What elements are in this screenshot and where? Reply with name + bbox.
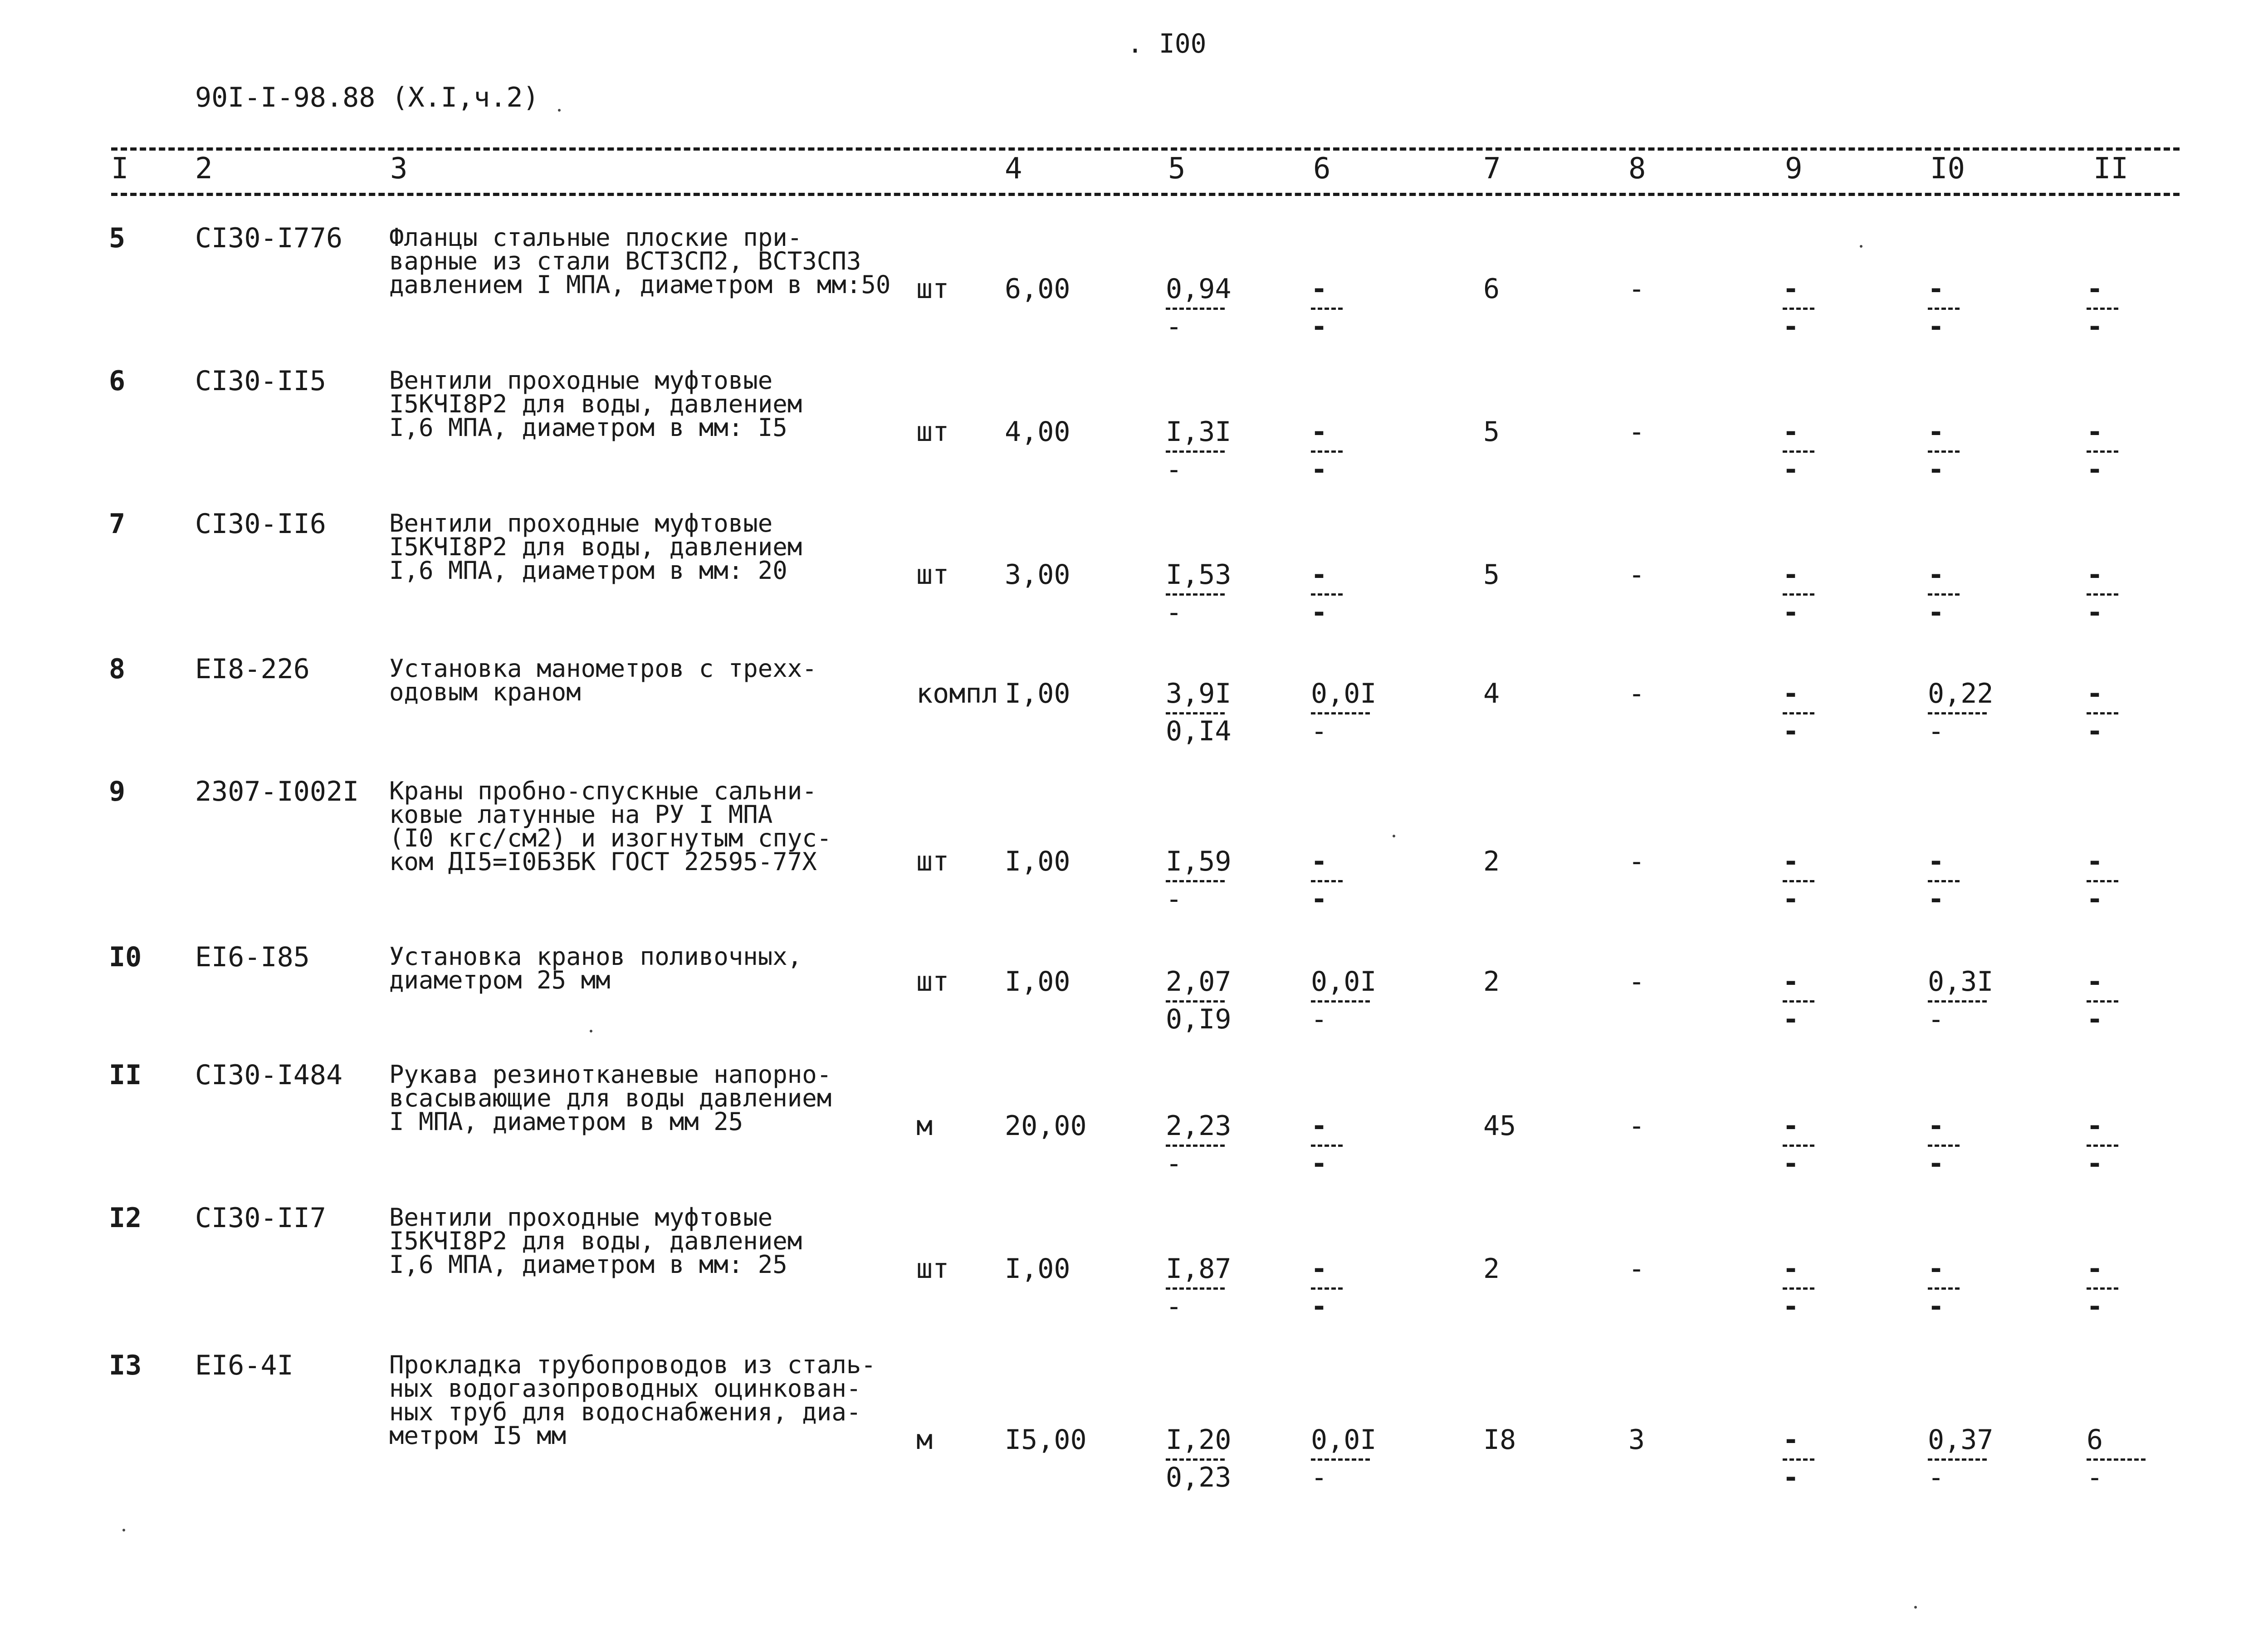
col-11-value-numerator: - bbox=[2087, 678, 2103, 709]
col-11-value bbox=[2087, 416, 2159, 484]
item-description: Установка кранов поливочных, диаметром 25 мм bbox=[389, 942, 802, 994]
column-header-6: 6 bbox=[1313, 152, 1331, 186]
col-5-value-fraction-bar bbox=[1166, 1000, 1225, 1003]
col-11-value bbox=[2087, 1424, 2159, 1492]
col-9-value-numerator: - bbox=[1783, 273, 1799, 305]
col-7-value: 5 bbox=[1483, 559, 1500, 591]
col-9-value-fraction-bar bbox=[1783, 712, 1814, 714]
document-code: 90I-I-98.88 (X.I,ч.2) bbox=[195, 82, 539, 113]
col-11-value-denominator: - bbox=[2087, 1291, 2103, 1322]
col-11-value-fraction-bar bbox=[2087, 1145, 2118, 1147]
col-9-value bbox=[1783, 1424, 1855, 1492]
col-11-value-fraction-bar bbox=[2087, 880, 2118, 882]
col-6-value bbox=[1311, 678, 1383, 746]
col-6-value-fraction-bar bbox=[1311, 712, 1370, 714]
col-7-value: 2 bbox=[1483, 846, 1500, 877]
col-5-value bbox=[1166, 846, 1238, 914]
col-9-value-numerator: - bbox=[1783, 678, 1799, 709]
quantity: 3,00 bbox=[1005, 559, 1070, 591]
col-9-value-denominator: - bbox=[1783, 1148, 1799, 1179]
unit: шт bbox=[916, 416, 949, 448]
col-9-value-fraction-bar bbox=[1783, 308, 1814, 310]
col-6-value-fraction-bar bbox=[1311, 308, 1343, 310]
col-5-value-numerator: 3,9I bbox=[1166, 678, 1232, 709]
unit: шт bbox=[916, 273, 949, 305]
col-11-value-denominator: - bbox=[2087, 1148, 2103, 1179]
col-10-value bbox=[1928, 1110, 2000, 1179]
col-5-value-fraction-bar bbox=[1166, 593, 1225, 596]
col-7-value: 2 bbox=[1483, 1253, 1500, 1285]
row-number: 9 bbox=[109, 776, 126, 807]
col-8-value: - bbox=[1628, 846, 1645, 877]
col-6-value-denominator: - bbox=[1311, 715, 1328, 747]
col-6-value-numerator: 0,0I bbox=[1311, 678, 1377, 709]
column-header-11: II bbox=[2093, 152, 2129, 186]
col-9-value bbox=[1783, 1110, 1855, 1179]
col-11-value-fraction-bar bbox=[2087, 308, 2118, 310]
col-11-value-denominator: - bbox=[2087, 597, 2103, 628]
item-description: Краны пробно-спускные сальни- ковые латунные на РУ I МПА (I0 кгс/см2) и изогнутым спус- ком ДI5=I0Б3БК ГОСТ 22595-77Х bbox=[389, 777, 832, 876]
col-11-value bbox=[2087, 273, 2159, 342]
resource-code: CI30-I776 bbox=[195, 222, 343, 254]
col-5-value-numerator: I,87 bbox=[1166, 1253, 1232, 1285]
col-5-value-fraction-bar bbox=[1166, 880, 1225, 882]
col-6-value-fraction-bar bbox=[1311, 880, 1343, 882]
col-7-value: 45 bbox=[1483, 1110, 1516, 1142]
item-description: Установка манометров с трехх- одовым краном bbox=[389, 654, 817, 706]
item-description: Вентили проходные муфтовые I5КЧI8Р2 для воды, давлением I,6 МПА, диаметром в мм: 20 bbox=[389, 509, 802, 585]
col-6-value bbox=[1311, 1253, 1383, 1321]
col-9-value-denominator: - bbox=[1783, 715, 1799, 747]
quantity: I5,00 bbox=[1005, 1424, 1087, 1456]
col-9-value-numerator: - bbox=[1783, 966, 1799, 998]
col-10-value-denominator: - bbox=[1928, 1148, 1945, 1179]
column-header-2: 2 bbox=[195, 152, 213, 186]
col-11-value bbox=[2087, 846, 2159, 914]
unit: шт bbox=[916, 846, 949, 877]
row-number: 7 bbox=[109, 508, 126, 540]
column-header-9: 9 bbox=[1785, 152, 1803, 186]
col-10-value-denominator: - bbox=[1928, 1003, 1945, 1035]
col-10-value-fraction-bar bbox=[1928, 1145, 1960, 1147]
col-6-value-fraction-bar bbox=[1311, 1000, 1370, 1003]
col-8-value: - bbox=[1628, 273, 1645, 305]
col-11-value-denominator: - bbox=[2087, 1462, 2103, 1493]
col-11-value-numerator: - bbox=[2087, 1110, 2103, 1142]
col-8-value: 3 bbox=[1628, 1424, 1645, 1456]
col-11-value bbox=[2087, 559, 2159, 627]
col-11-value-numerator: - bbox=[2087, 1253, 2103, 1285]
col-6-value-denominator: - bbox=[1311, 454, 1328, 485]
col-5-value-numerator: 2,23 bbox=[1166, 1110, 1232, 1142]
unit: м bbox=[916, 1424, 933, 1456]
col-5-value-denominator: - bbox=[1166, 311, 1183, 342]
col-11-value-numerator: - bbox=[2087, 966, 2103, 998]
col-7-value: 6 bbox=[1483, 273, 1500, 305]
col-9-value-denominator: - bbox=[1783, 1462, 1799, 1493]
col-6-value bbox=[1311, 1110, 1383, 1179]
col-5-value bbox=[1166, 1253, 1238, 1321]
col-10-value-numerator: - bbox=[1928, 846, 1945, 877]
col-9-value bbox=[1783, 273, 1855, 342]
row-number: 6 bbox=[109, 365, 126, 397]
col-5-value bbox=[1166, 416, 1238, 484]
col-6-value-denominator: - bbox=[1311, 311, 1328, 342]
col-9-value-numerator: - bbox=[1783, 1253, 1799, 1285]
col-5-value bbox=[1166, 1424, 1238, 1492]
col-8-value: - bbox=[1628, 1110, 1645, 1142]
col-5-value-denominator: 0,I9 bbox=[1166, 1003, 1232, 1035]
col-5-value-numerator: I,20 bbox=[1166, 1424, 1232, 1456]
col-7-value: 2 bbox=[1483, 966, 1500, 998]
col-9-value bbox=[1783, 1253, 1855, 1321]
quantity: I,00 bbox=[1005, 846, 1070, 877]
col-9-value-fraction-bar bbox=[1783, 1000, 1814, 1003]
col-5-value-fraction-bar bbox=[1166, 1145, 1225, 1147]
row-number: 5 bbox=[109, 222, 126, 254]
col-5-value bbox=[1166, 966, 1238, 1034]
col-11-value bbox=[2087, 1253, 2159, 1321]
col-9-value-fraction-bar bbox=[1783, 880, 1814, 882]
col-11-value bbox=[2087, 678, 2159, 746]
col-5-value bbox=[1166, 1110, 1238, 1179]
col-7-value: 4 bbox=[1483, 678, 1500, 709]
col-10-value bbox=[1928, 966, 2000, 1034]
col-11-value-fraction-bar bbox=[2087, 1000, 2118, 1003]
col-11-value-numerator: - bbox=[2087, 416, 2103, 448]
col-11-value-numerator: 6 bbox=[2087, 1424, 2103, 1456]
col-5-value-fraction-bar bbox=[1166, 450, 1225, 453]
col-6-value bbox=[1311, 1424, 1383, 1492]
resource-code: EI8-226 bbox=[195, 653, 310, 685]
col-5-value-denominator: - bbox=[1166, 454, 1183, 485]
col-6-value-denominator: - bbox=[1311, 883, 1328, 915]
col-10-value bbox=[1928, 1424, 2000, 1492]
col-11-value-fraction-bar bbox=[2087, 1458, 2146, 1461]
col-5-value-numerator: I,3I bbox=[1166, 416, 1232, 448]
col-5-value-denominator: - bbox=[1166, 1291, 1183, 1322]
col-7-value: I8 bbox=[1483, 1424, 1516, 1456]
col-10-value-numerator: - bbox=[1928, 1110, 1945, 1142]
col-6-value bbox=[1311, 559, 1383, 627]
col-9-value-numerator: - bbox=[1783, 846, 1799, 877]
row-number: I3 bbox=[109, 1350, 142, 1381]
col-6-value-fraction-bar bbox=[1311, 593, 1343, 596]
col-9-value-numerator: - bbox=[1783, 1424, 1799, 1456]
col-9-value-denominator: - bbox=[1783, 883, 1799, 915]
col-11-value-fraction-bar bbox=[2087, 450, 2118, 453]
col-6-value-numerator: 0,0I bbox=[1311, 1424, 1377, 1456]
col-6-value-numerator: 0,0I bbox=[1311, 966, 1377, 998]
row-number: I0 bbox=[109, 941, 142, 973]
col-9-value-numerator: - bbox=[1783, 416, 1799, 448]
row-number: I2 bbox=[109, 1202, 142, 1234]
col-10-value-numerator: 0,37 bbox=[1928, 1424, 1994, 1456]
col-7-value: 5 bbox=[1483, 416, 1500, 448]
unit: шт bbox=[916, 966, 949, 998]
col-8-value: - bbox=[1628, 559, 1645, 591]
item-description: Вентили проходные муфтовые I5КЧI8Р2 для воды, давлением I,6 МПА, диаметром в мм: 25 bbox=[389, 1203, 802, 1279]
unit: шт bbox=[916, 1253, 949, 1285]
col-6-value-numerator: - bbox=[1311, 416, 1328, 448]
col-9-value-fraction-bar bbox=[1783, 1287, 1814, 1290]
col-11-value-fraction-bar bbox=[2087, 712, 2118, 714]
col-6-value bbox=[1311, 416, 1383, 484]
col-9-value bbox=[1783, 966, 1855, 1034]
col-11-value-numerator: - bbox=[2087, 273, 2103, 305]
col-10-value-fraction-bar bbox=[1928, 712, 1987, 714]
col-6-value bbox=[1311, 966, 1383, 1034]
header-bottom-rule bbox=[111, 193, 2180, 196]
col-11-value-denominator: - bbox=[2087, 715, 2103, 747]
col-10-value-fraction-bar bbox=[1928, 1287, 1960, 1290]
col-9-value-fraction-bar bbox=[1783, 1145, 1814, 1147]
col-10-value-fraction-bar bbox=[1928, 1000, 1987, 1003]
col-6-value-fraction-bar bbox=[1311, 1287, 1343, 1290]
col-10-value-numerator: 0,22 bbox=[1928, 678, 1994, 709]
col-5-value-numerator: I,53 bbox=[1166, 559, 1232, 591]
col-6-value-numerator: - bbox=[1311, 1110, 1328, 1142]
col-8-value: - bbox=[1628, 966, 1645, 998]
col-5-value-fraction-bar bbox=[1166, 712, 1225, 714]
column-header-4: 4 bbox=[1005, 152, 1022, 186]
col-5-value-denominator: - bbox=[1166, 1148, 1183, 1179]
col-10-value-denominator: - bbox=[1928, 1462, 1945, 1493]
col-5-value-numerator: 0,94 bbox=[1166, 273, 1232, 305]
item-description: Вентили проходные муфтовые I5КЧI8Р2 для воды, давлением I,6 МПА, диаметром в мм: I5 bbox=[389, 366, 802, 442]
col-9-value-fraction-bar bbox=[1783, 1458, 1814, 1461]
col-5-value-denominator: 0,23 bbox=[1166, 1462, 1232, 1493]
column-header-3: 3 bbox=[390, 152, 408, 186]
column-header-7: 7 bbox=[1483, 152, 1501, 186]
resource-code: CI30-I484 bbox=[195, 1059, 343, 1091]
col-11-value-numerator: - bbox=[2087, 846, 2103, 877]
unit: м bbox=[916, 1110, 933, 1142]
col-9-value-denominator: - bbox=[1783, 597, 1799, 628]
col-6-value-numerator: - bbox=[1311, 273, 1328, 305]
resource-code: 2307-I002I bbox=[195, 776, 359, 807]
col-5-value-numerator: 2,07 bbox=[1166, 966, 1232, 998]
col-6-value-fraction-bar bbox=[1311, 1458, 1370, 1461]
resource-code: CI30-II7 bbox=[195, 1202, 326, 1234]
column-header-8: 8 bbox=[1628, 152, 1646, 186]
col-10-value-denominator: - bbox=[1928, 715, 1945, 747]
col-5-value-denominator: 0,I4 bbox=[1166, 715, 1232, 747]
unit: компл bbox=[916, 678, 998, 709]
col-9-value bbox=[1783, 846, 1855, 914]
col-10-value-fraction-bar bbox=[1928, 450, 1960, 453]
col-5-value bbox=[1166, 678, 1238, 746]
col-10-value-fraction-bar bbox=[1928, 593, 1960, 596]
col-10-value-denominator: - bbox=[1928, 597, 1945, 628]
col-10-value bbox=[1928, 416, 2000, 484]
col-9-value bbox=[1783, 416, 1855, 484]
col-9-value-denominator: - bbox=[1783, 454, 1799, 485]
col-11-value-denominator: - bbox=[2087, 454, 2103, 485]
col-6-value-denominator: - bbox=[1311, 1148, 1328, 1179]
quantity: 20,00 bbox=[1005, 1110, 1087, 1142]
col-10-value-denominator: - bbox=[1928, 454, 1945, 485]
column-header-5: 5 bbox=[1168, 152, 1186, 186]
row-number: 8 bbox=[109, 653, 126, 685]
col-9-value-fraction-bar bbox=[1783, 593, 1814, 596]
col-10-value bbox=[1928, 273, 2000, 342]
col-5-value-fraction-bar bbox=[1166, 1458, 1225, 1461]
col-6-value bbox=[1311, 273, 1383, 342]
col-10-value bbox=[1928, 1253, 2000, 1321]
col-9-value-denominator: - bbox=[1783, 1291, 1799, 1322]
col-6-value-denominator: - bbox=[1311, 1462, 1328, 1493]
resource-code: CI30-II5 bbox=[195, 365, 326, 397]
col-10-value bbox=[1928, 559, 2000, 627]
col-5-value bbox=[1166, 273, 1238, 342]
col-6-value bbox=[1311, 846, 1383, 914]
col-10-value-numerator: - bbox=[1928, 273, 1945, 305]
col-11-value-fraction-bar bbox=[2087, 1287, 2118, 1290]
col-6-value-numerator: - bbox=[1311, 1253, 1328, 1285]
col-9-value bbox=[1783, 678, 1855, 746]
col-11-value bbox=[2087, 966, 2159, 1034]
col-9-value-numerator: - bbox=[1783, 559, 1799, 591]
col-5-value-numerator: I,59 bbox=[1166, 846, 1232, 877]
col-10-value-numerator: - bbox=[1928, 416, 1945, 448]
column-header-10: I0 bbox=[1930, 152, 1965, 186]
col-9-value-denominator: - bbox=[1783, 311, 1799, 342]
unit: шт bbox=[916, 559, 949, 591]
col-10-value-denominator: - bbox=[1928, 883, 1945, 915]
quantity: I,00 bbox=[1005, 678, 1070, 709]
col-10-value-numerator: 0,3I bbox=[1928, 966, 1994, 998]
col-6-value-fraction-bar bbox=[1311, 450, 1343, 453]
item-description: Прокладка трубопроводов из сталь- ных водогазопроводных оцинкован- ных труб для водоснабжения, диа- метром I5 мм bbox=[389, 1350, 876, 1450]
header-top-rule bbox=[111, 147, 2180, 151]
col-10-value-numerator: - bbox=[1928, 559, 1945, 591]
col-10-value bbox=[1928, 846, 2000, 914]
col-10-value-denominator: - bbox=[1928, 1291, 1945, 1322]
resource-code: CI30-II6 bbox=[195, 508, 326, 540]
item-description: Рукава резинотканевые напорно- всасывающие для воды давлением I МПА, диаметром в мм 25 bbox=[389, 1060, 832, 1136]
quantity: I,00 bbox=[1005, 1253, 1070, 1285]
quantity: 4,00 bbox=[1005, 416, 1070, 448]
col-10-value-fraction-bar bbox=[1928, 880, 1960, 882]
quantity: 6,00 bbox=[1005, 273, 1070, 305]
column-header-1: I bbox=[111, 152, 129, 186]
col-6-value-numerator: - bbox=[1311, 559, 1328, 591]
row-number: II bbox=[109, 1059, 142, 1091]
col-5-value bbox=[1166, 559, 1238, 627]
col-6-value-denominator: - bbox=[1311, 597, 1328, 628]
col-11-value-denominator: - bbox=[2087, 883, 2103, 915]
col-8-value: - bbox=[1628, 1253, 1645, 1285]
col-5-value-fraction-bar bbox=[1166, 1287, 1225, 1290]
col-8-value: - bbox=[1628, 416, 1645, 448]
col-11-value-numerator: - bbox=[2087, 559, 2103, 591]
col-10-value-numerator: - bbox=[1928, 1253, 1945, 1285]
page-number: . I00 bbox=[1127, 28, 1207, 59]
col-5-value-denominator: - bbox=[1166, 597, 1183, 628]
col-9-value-fraction-bar bbox=[1783, 450, 1814, 453]
item-description: Фланцы стальные плоские при- варные из стали ВСТ3СП2, ВСТ3СП3 давлением I МПА, диаметром в мм:50 bbox=[389, 223, 891, 299]
col-11-value-denominator: - bbox=[2087, 311, 2103, 342]
col-6-value-denominator: - bbox=[1311, 1003, 1328, 1035]
col-10-value-fraction-bar bbox=[1928, 308, 1960, 310]
col-5-value-denominator: - bbox=[1166, 883, 1183, 915]
col-11-value-denominator: - bbox=[2087, 1003, 2103, 1035]
col-11-value bbox=[2087, 1110, 2159, 1179]
col-9-value-denominator: - bbox=[1783, 1003, 1799, 1035]
quantity: I,00 bbox=[1005, 966, 1070, 998]
col-6-value-numerator: - bbox=[1311, 846, 1328, 877]
col-10-value bbox=[1928, 678, 2000, 746]
col-10-value-fraction-bar bbox=[1928, 1458, 1987, 1461]
col-6-value-fraction-bar bbox=[1311, 1145, 1343, 1147]
resource-code: EI6-4I bbox=[195, 1350, 293, 1381]
col-9-value-numerator: - bbox=[1783, 1110, 1799, 1142]
col-5-value-fraction-bar bbox=[1166, 308, 1225, 310]
col-9-value bbox=[1783, 559, 1855, 627]
col-8-value: - bbox=[1628, 678, 1645, 709]
col-10-value-denominator: - bbox=[1928, 311, 1945, 342]
col-6-value-denominator: - bbox=[1311, 1291, 1328, 1322]
resource-code: EI6-I85 bbox=[195, 941, 310, 973]
col-11-value-fraction-bar bbox=[2087, 593, 2118, 596]
